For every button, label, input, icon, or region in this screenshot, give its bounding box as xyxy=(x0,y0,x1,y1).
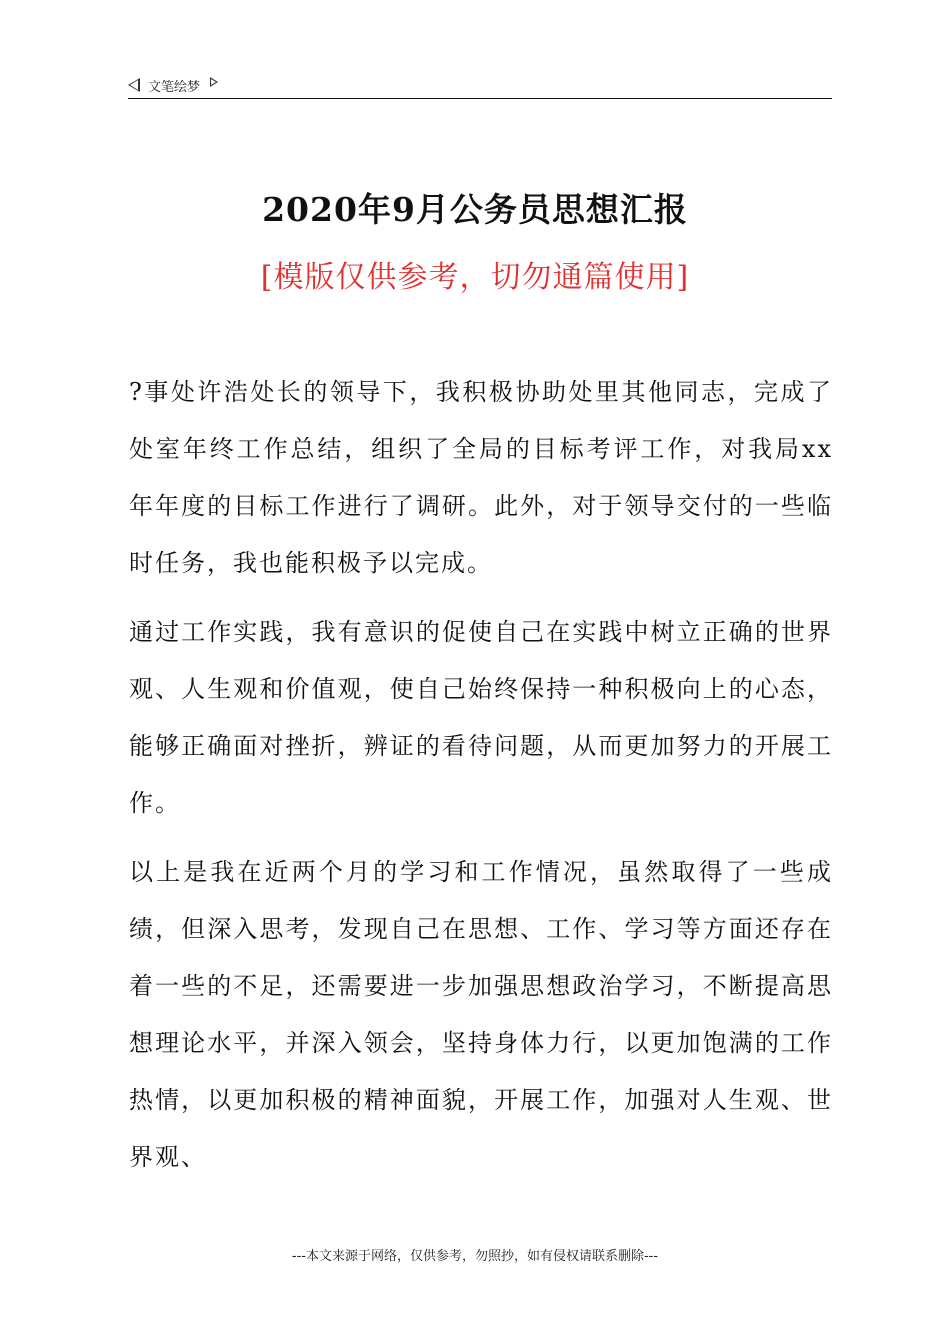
document-title: 2020年9月公务员思想汇报 xyxy=(262,190,688,229)
paragraph: ?事处许浩处长的领导下，我积极协助处里其他同志，完成了处室年终工作总结，组织了全局的目标考评工作，对我局xx年年度的目标工作进行了调研。此外，对于领导交付的一些临时任务，我也能积极予以完成。 xyxy=(129,378,833,577)
triangle-right-icon xyxy=(210,77,218,87)
document-subtitle: [模版仅供参考，切勿通篇使用] xyxy=(260,260,690,295)
footer-notice: ---本文来源于网络，仅供参考，勿照抄，如有侵权请联系删除--- xyxy=(291,1249,659,1264)
paragraph: 以上是我在近两个月的学习和工作情况，虽然取得了一些成绩，但深入思考，发现自己在思想、工作、学习等方面还存在着一些的不足，还需要进一步加强思想政治学习，不断提高思想理论水平，并深入领会，坚持身体力行，以更加饱满的工作热情，以更加积极的精神面貌，开展工作，加强对人生观、世界观、 xyxy=(129,858,833,1171)
page-header xyxy=(128,74,832,96)
triangle-left-icon xyxy=(128,78,140,92)
header-brand: 文笔绘梦 xyxy=(148,79,201,95)
header-divider xyxy=(128,98,832,99)
paragraph: 通过工作实践，我有意识的促使自己在实践中树立正确的世界观、人生观和价值观，使自己始终保持一种积极向上的心态，能够正确面对挫折，辨证的看待问题，从而更加努力的开展工作。 xyxy=(129,618,833,817)
document-body xyxy=(129,364,833,1198)
